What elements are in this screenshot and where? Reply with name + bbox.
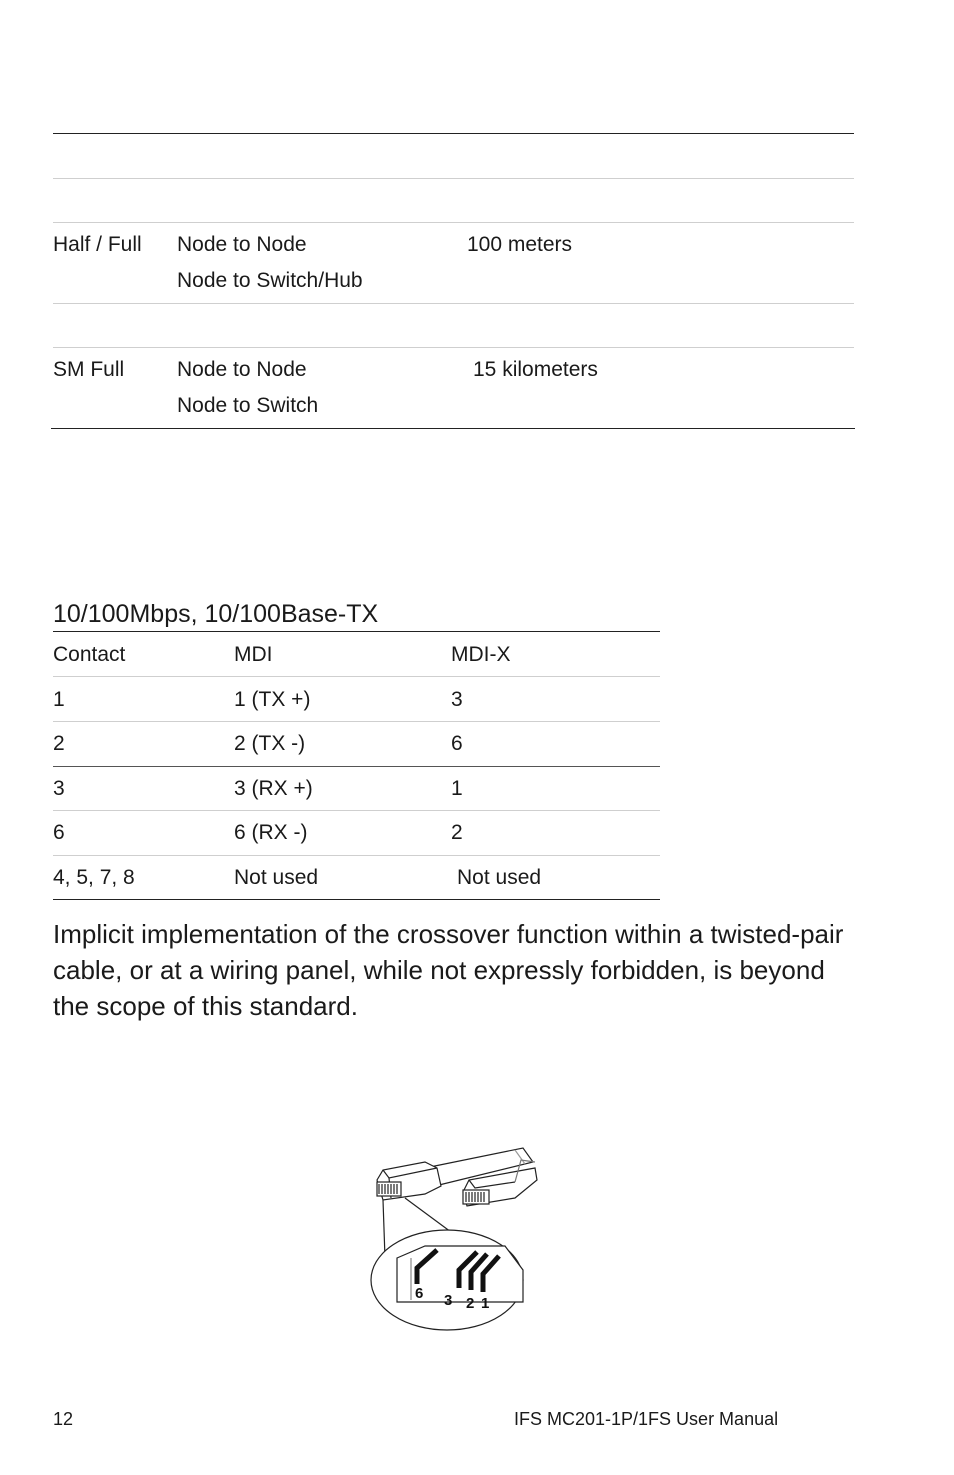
mdi-cell: 3 (RX +) — [234, 777, 313, 800]
pinout-top-rule — [53, 631, 660, 632]
contact-cell: 2 — [53, 732, 65, 755]
table-top-rule — [53, 133, 854, 134]
rj45-connector-illustration — [355, 1140, 555, 1340]
connection-cell: Node to Node — [177, 233, 307, 256]
connection-cell: Node to Switch/Hub — [177, 269, 363, 292]
mdi-cell: 6 (RX -) — [234, 821, 308, 844]
duplex-cell: SM Full — [53, 358, 125, 381]
pin-label: 1 — [481, 1295, 490, 1312]
distance-cell: 15 kilometers — [473, 358, 598, 381]
mdix-cell: 6 — [451, 732, 463, 755]
distance-cell: 100 meters — [467, 233, 573, 256]
connection-cell: Node to Node — [177, 358, 307, 381]
pin-label: 3 — [444, 1292, 453, 1309]
connection-cell: Node to Switch — [177, 394, 319, 417]
column-header-mdi: MDI — [234, 643, 273, 666]
table-divider — [53, 303, 854, 304]
table-divider — [53, 347, 854, 348]
column-header-contact: Contact — [53, 643, 126, 666]
manual-title: IFS MC201-1P/1FS User Manual — [514, 1409, 779, 1429]
table-bottom-rule — [51, 428, 855, 429]
row-divider — [53, 766, 660, 767]
mdix-cell: Not used — [457, 866, 542, 889]
table-divider — [53, 222, 854, 223]
row-divider — [53, 855, 660, 856]
row-divider — [53, 721, 660, 722]
mdi-cell: 1 (TX +) — [234, 688, 311, 711]
pin-label: 2 — [466, 1295, 475, 1312]
mdix-cell: 1 — [451, 777, 463, 800]
row-divider — [53, 676, 660, 677]
contact-cell: 6 — [53, 821, 65, 844]
crossover-paragraph: Implicit implementation of the crossover function within a twisted-pair cable, or at a wiring panel, while not expressly forbidden, is beyond the scope of this standard. — [53, 919, 844, 1021]
row-divider — [53, 810, 660, 811]
contact-cell: 4, 5, 7, 8 — [53, 866, 135, 889]
pinout-heading: 10/100Mbps, 10/100Base-TX — [53, 600, 379, 628]
mdix-cell: 3 — [451, 688, 463, 711]
table-divider — [53, 178, 854, 179]
pin-label: 6 — [415, 1285, 424, 1302]
contact-cell: 1 — [53, 688, 65, 711]
contact-cell: 3 — [53, 777, 65, 800]
duplex-cell: Half / Full — [53, 233, 142, 256]
mdi-cell: Not used — [234, 866, 319, 889]
page-number: 12 — [53, 1409, 74, 1429]
pinout-bottom-rule — [53, 899, 660, 900]
mdix-cell: 2 — [451, 821, 463, 844]
column-header-mdix: MDI-X — [451, 643, 511, 666]
mdi-cell: 2 (TX -) — [234, 732, 306, 755]
